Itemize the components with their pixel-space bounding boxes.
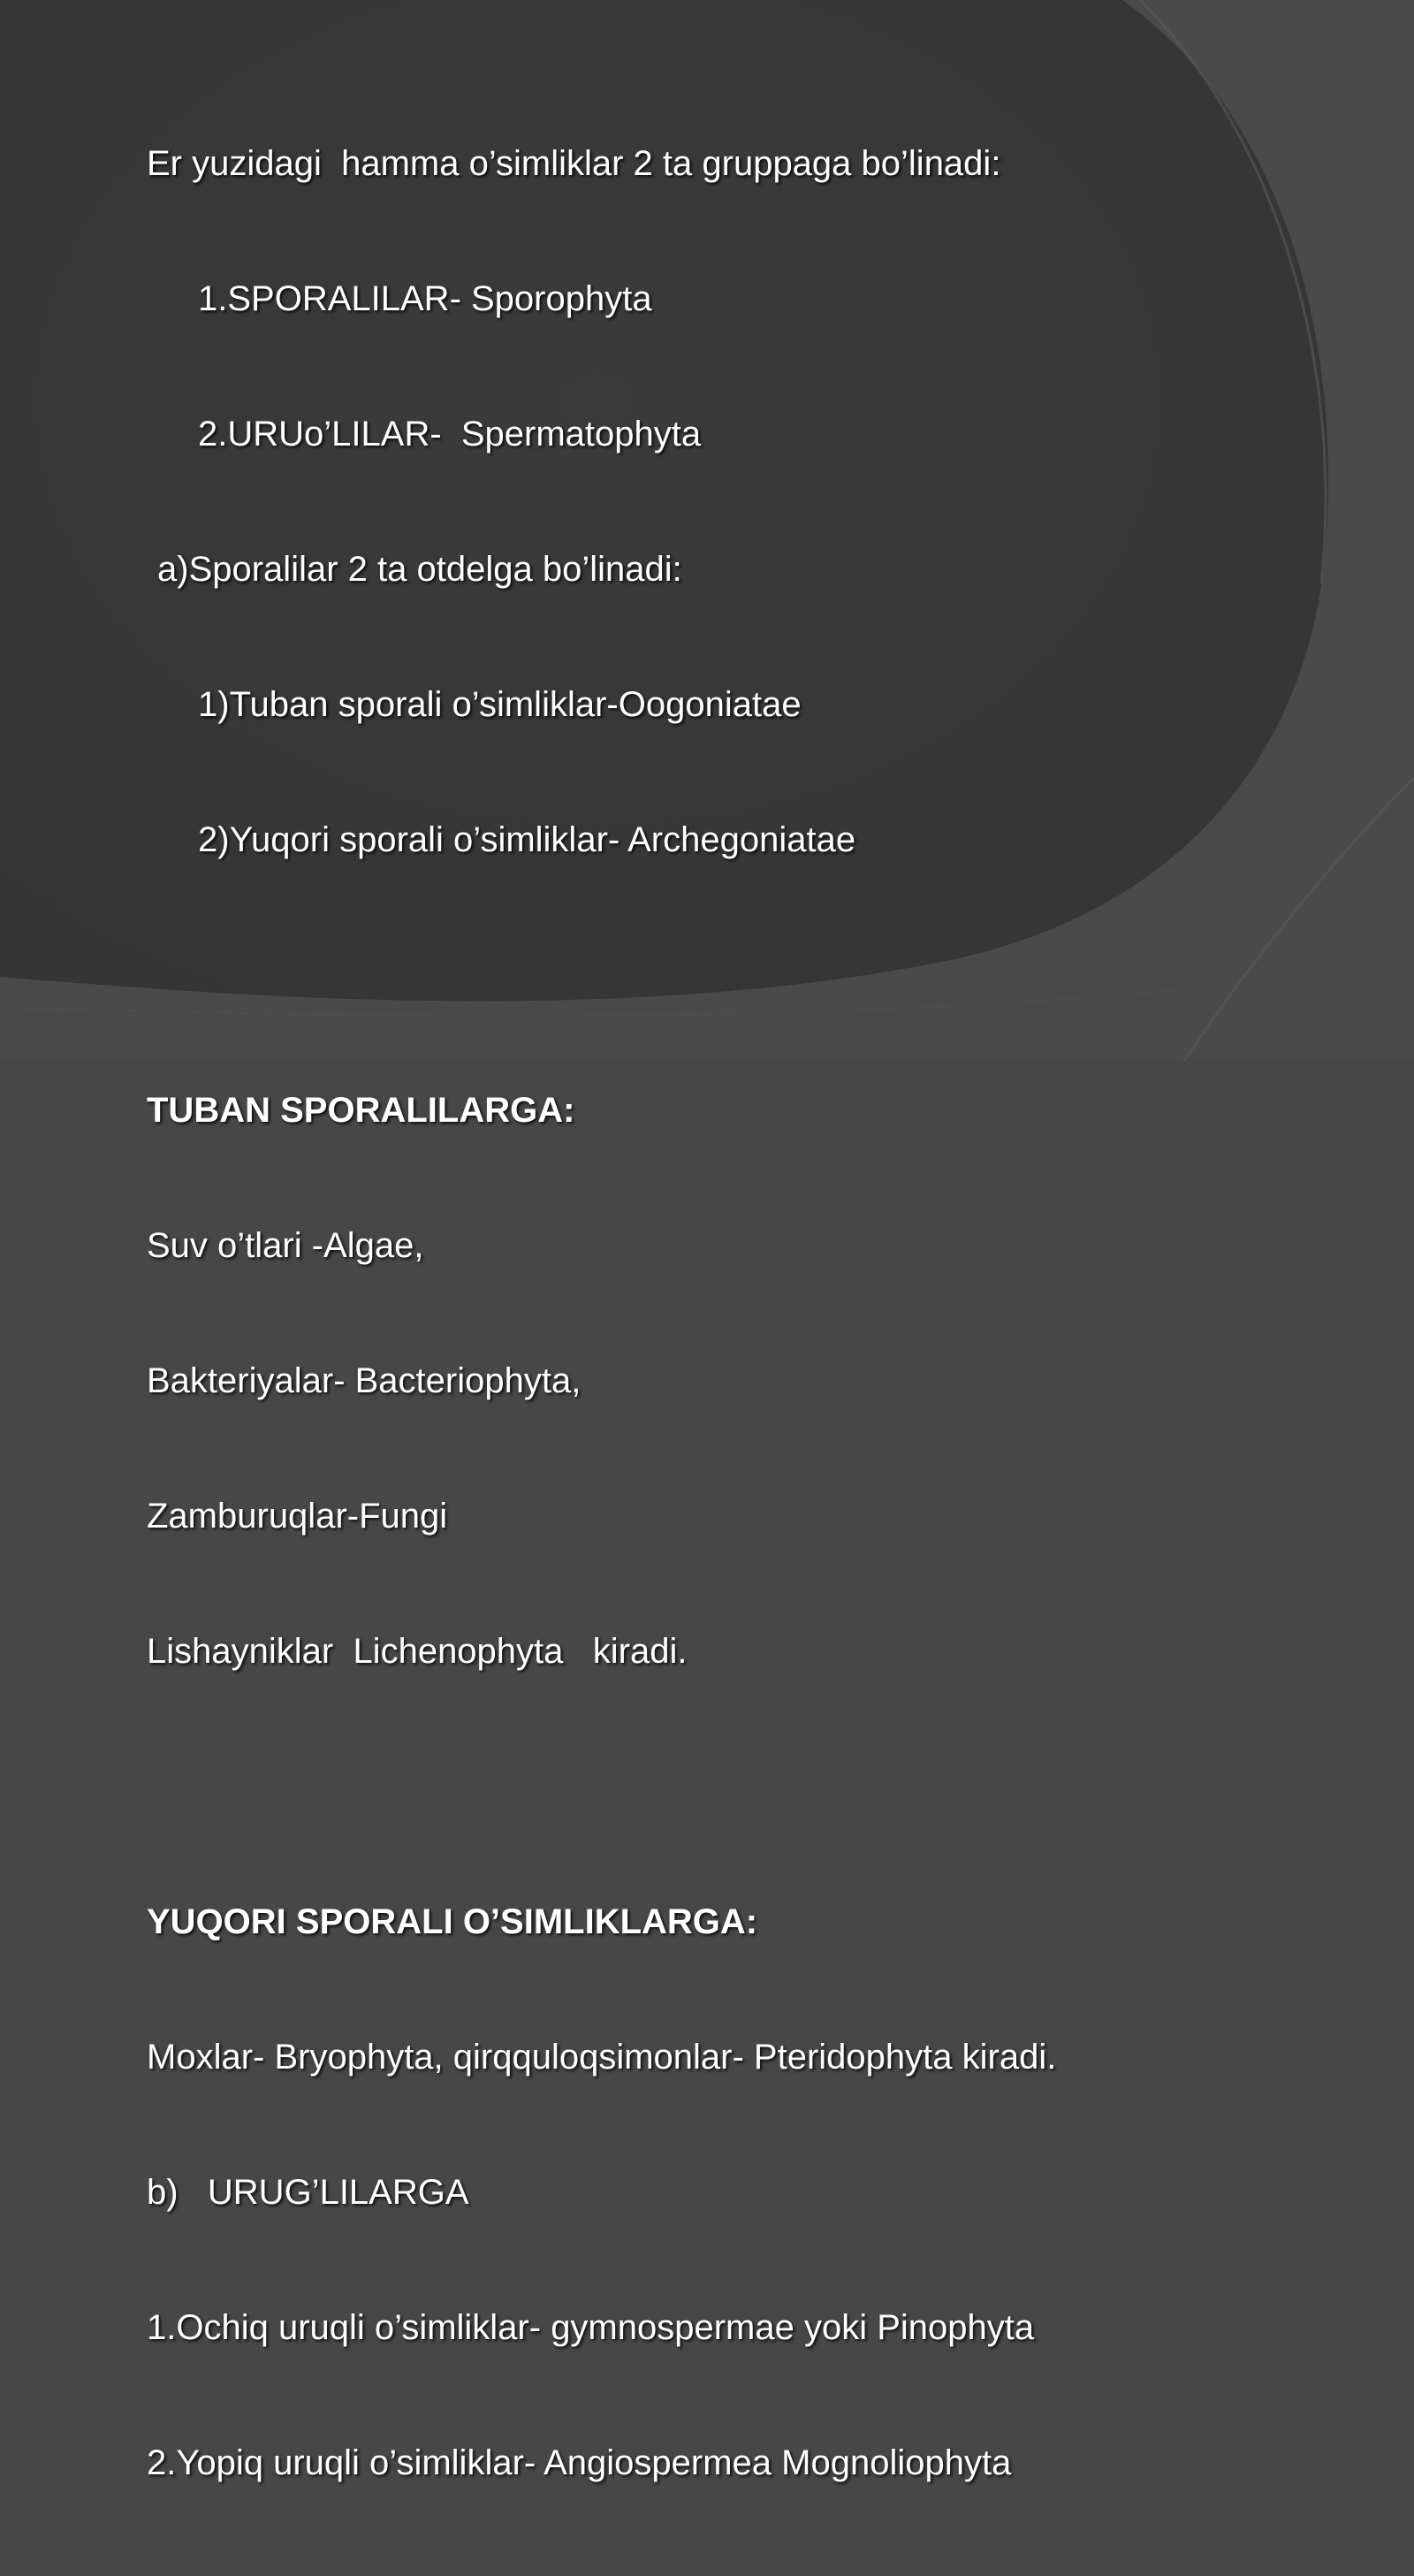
heading-yuqori-sporali: YUQORI SPORALI O’SIMLIKLARGA: — [147, 1902, 758, 1941]
item-bryophyta-pteridophyta: Moxlar- Bryophyta, qirqquloqsimonlar- Pteridophyta kiradi. — [147, 2038, 1057, 2077]
list-item-tuban: 1)Tuban sporali o’simliklar-Oogoniatae — [198, 685, 802, 724]
heading-tuban-sporalilarga: TUBAN SPORALILARGA: — [147, 1091, 575, 1130]
item-angiospermea: 2.Yopiq uruqli o’simliklar- Angiospermea Mognoliophyta — [147, 2443, 1012, 2482]
subsection-a: a)Sporalilar 2 ta otdelga bo’linadi: — [157, 550, 682, 589]
subsection-b: b) URUG’LILARGA — [147, 2173, 469, 2212]
item-fungi: Zamburuqlar-Fungi — [147, 1497, 448, 1536]
list-item-yuqori: 2)Yuqori sporali o’simliklar- Archegoniatae — [198, 820, 856, 859]
item-gymnospermae: 1.Ochiq uruqli o’simliklar- gymnospermae yoki Pinophyta — [147, 2308, 1035, 2347]
slide-text-body — [147, 51, 1331, 2576]
list-item-sporalilar: 1.SPORALILAR- Sporophyta — [198, 279, 652, 318]
item-lichenophyta: Lishayniklar Lichenophyta kiradi. — [147, 1632, 688, 1671]
spacer — [147, 953, 1331, 998]
item-algae: Suv o’tlari -Algae, — [147, 1226, 424, 1265]
spacer — [147, 1764, 1331, 1810]
intro-line: Er yuzidagi hamma o’simliklar 2 ta gruppaga bo’linadi: — [147, 144, 1001, 183]
item-bacteriophyta: Bakteriyalar- Bacteriophyta, — [147, 1361, 582, 1400]
list-item-uruqlilar: 2.URUo’LILAR- Spermatophyta — [198, 415, 702, 453]
